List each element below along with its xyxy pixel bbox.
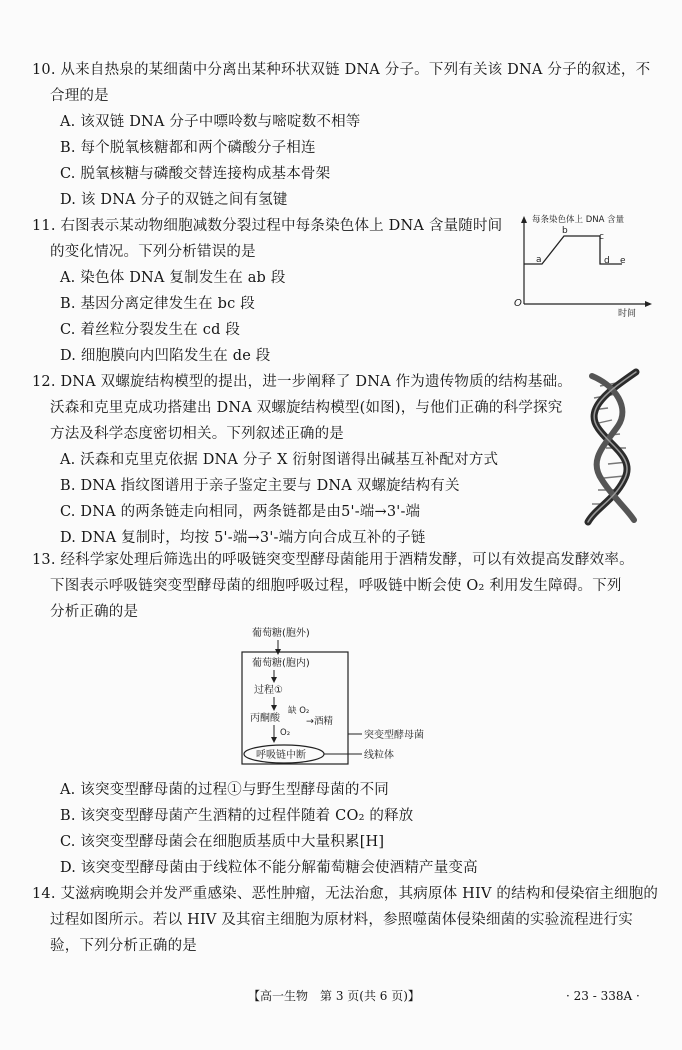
graph-xlabel: 时间 [618, 309, 637, 319]
q11-option-c: C. 着丝粒分裂发生在 cd 段 [60, 322, 241, 338]
diagram-glucose-outside: 葡萄糖(胞外) [252, 628, 310, 639]
q12-option-c: C. DNA 的两条链走向相同，两条链都是由5'-端→3'-端 [60, 504, 421, 520]
q11-stem-line1: 11. 右图表示某动物细胞减数分裂过程中每条染色体上 DNA 含量随时间 [32, 218, 503, 234]
q10-option-a: A. 该双链 DNA 分子中嘌呤数与嘧啶数不相等 [60, 114, 361, 130]
diagram-mitochondria-label: 线粒体 [364, 750, 394, 761]
graph-origin: O [514, 298, 522, 309]
q11-option-d: D. 细胞膜向内凹陷发生在 de 段 [60, 348, 271, 364]
q13-option-b: B. 该突变型酵母菌产生酒精的过程伴随着 CO₂ 的释放 [60, 808, 414, 824]
q10-option-c: C. 脱氧核糖与磷酸交替连接构成基本骨架 [60, 166, 331, 182]
graph-point-e: e [620, 256, 626, 266]
diagram-mutant-yeast-label: 突变型酵母菌 [364, 730, 424, 741]
q12-stem-line1: 12. DNA 双螺旋结构模型的提出，进一步阐释了 DNA 作为遗传物质的结构基础。 [32, 374, 572, 390]
q13-option-c: C. 该突变型酵母菌会在细胞质基质中大量积累[H] [60, 834, 385, 850]
q14-stem-line1: 14. 艾滋病晚期会并发严重感染、恶性肿瘤，无法治愈，其病原体 HIV 的结构和侵染宿主细胞的 [32, 886, 659, 902]
graph-point-c: c [599, 232, 604, 242]
q13-stem-line1: 13. 经科学家处理后筛选出的呼吸链突变型酵母菌能用于酒精发酵，可以有效提高发酵效率。 [32, 552, 634, 568]
q12-option-a: A. 沃森和克里克依据 DNA 分子 X 衍射图谱得出碱基互补配对方式 [60, 452, 499, 468]
graph-point-d: d [604, 256, 610, 266]
q10-option-b: B. 每个脱氧核糖都和两个磷酸分子相连 [60, 140, 316, 156]
q10-stem-line1: 10. 从来自热泉的某细菌中分离出某种环状双链 DNA 分子。下列有关该 DNA 分子的叙述，不 [32, 62, 651, 78]
page-footer-code: · 23 - 338A · [566, 989, 640, 1003]
page-footer-center: 【高一生物 第 3 页(共 6 页)】 [248, 989, 420, 1003]
diagram-lack-oxygen: 缺 O₂ [288, 706, 310, 716]
q11-option-b: B. 基因分离定律发生在 bc 段 [60, 296, 255, 312]
q10-option-d: D. 该 DNA 分子的双链之间有氢键 [60, 192, 288, 208]
diagram-oxygen: O₂ [280, 728, 291, 738]
q14-stem-line2: 过程如图所示。若以 HIV 及其宿主细胞为原材料，参照噬菌体侵染细菌的实验流程进行实 [50, 912, 633, 928]
q11-option-a: A. 染色体 DNA 复制发生在 ab 段 [60, 270, 286, 286]
q13-respiration-diagram [226, 622, 456, 772]
q12-stem-line2: 沃森和克里克成功搭建出 DNA 双螺旋结构模型(如图)，与他们正确的科学探究 [50, 400, 563, 416]
q13-stem-line2: 下图表示呼吸链突变型酵母菌的细胞呼吸过程，呼吸链中断会使 O₂ 利用发生障碍。下列 [50, 578, 622, 594]
graph-ylabel: 每条染色体上 DNA 含量 [532, 215, 625, 225]
q11-stem-line2: 的变化情况。下列分析错误的是 [50, 244, 256, 260]
q12-option-b: B. DNA 指纹图谱用于亲子鉴定主要与 DNA 双螺旋结构有关 [60, 478, 460, 494]
diagram-glucose-inside: 葡萄糖(胞内) [252, 658, 310, 669]
q12-stem-line3: 方法及科学态度密切相关。下列叙述正确的是 [50, 426, 344, 442]
q11-dna-content-graph [510, 212, 660, 320]
graph-point-b: b [562, 226, 568, 236]
q13-option-a: A. 该突变型酵母菌的过程①与野生型酵母菌的不同 [60, 782, 389, 798]
q13-option-d: D. 该突变型酵母菌由于线粒体不能分解葡萄糖会使酒精产量变高 [60, 860, 478, 876]
q10-stem-line2: 合理的是 [50, 88, 109, 104]
diagram-pyruvate: 丙酮酸 [250, 713, 280, 724]
diagram-chain-break: 呼吸链中断 [256, 750, 306, 761]
graph-point-a: a [536, 255, 542, 265]
q14-stem-line3: 验，下列分析正确的是 [50, 938, 197, 954]
diagram-process-1: 过程① [254, 685, 283, 696]
diagram-alcohol: →酒精 [306, 716, 333, 727]
q13-stem-line3: 分析正确的是 [50, 604, 139, 620]
q12-option-d: D. DNA 复制时，均按 5'-端→3'-端方向合成互补的子链 [60, 530, 426, 546]
dna-double-helix-image [578, 368, 648, 526]
